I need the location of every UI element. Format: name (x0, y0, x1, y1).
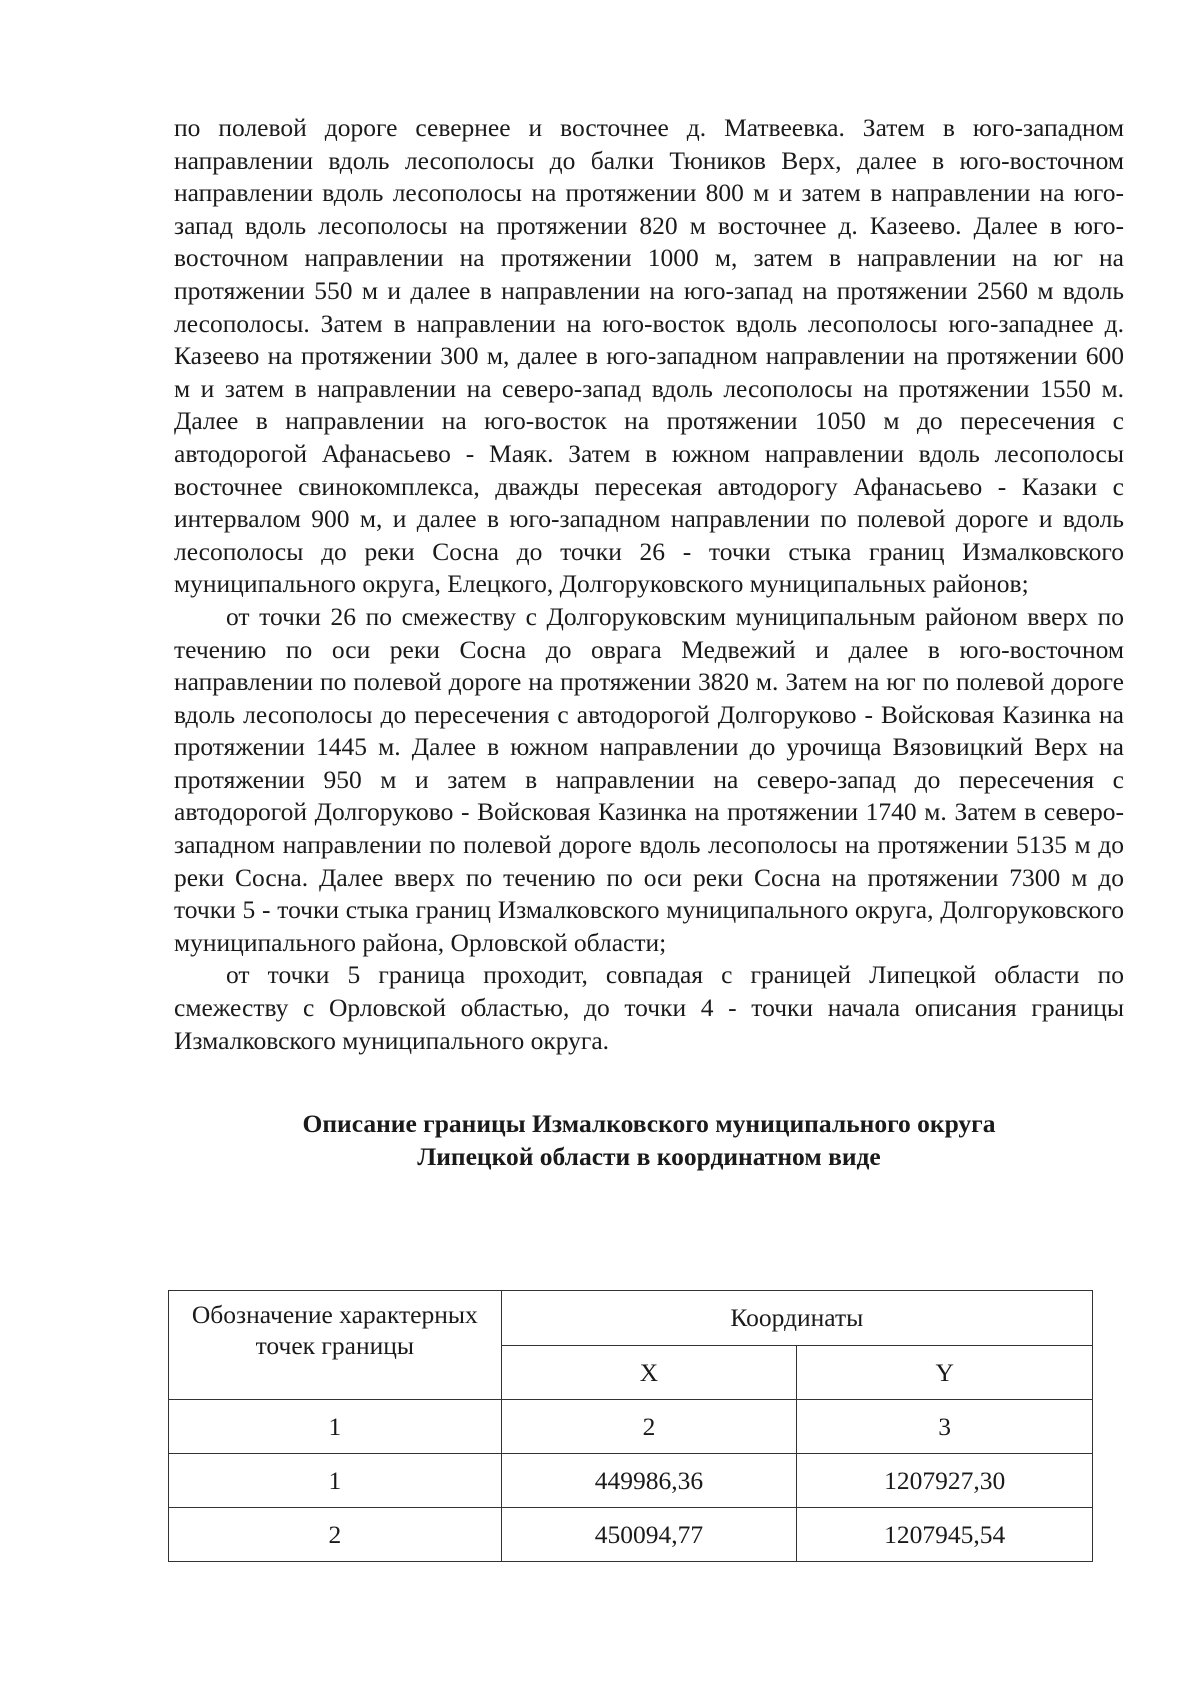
section-heading-line-2: Липецкой области в координатном виде (417, 1142, 881, 1172)
header-points: Обозначение характерных точек границы (169, 1291, 502, 1400)
table-numbering-row (169, 1400, 1093, 1454)
paragraph-3: от точки 5 граница проходит, совпадая с границей Липецкой области по смежеству с Орловской областью, до точки 4 - точки начала описания границы Измалковского муниципального округа. (174, 960, 1124, 1055)
x-cell: 449986,36 (501, 1454, 797, 1508)
document-body (174, 112, 1124, 1173)
paragraph-2: от точки 26 по смежеству с Долгоруковским муниципальным районом вверх по течению по оси реки Сосна до оврага Медвежий и далее в юго-восточном направлении по полевой дороге на протяжении 3820 м. Затем на юг по полевой дороге вдоль лесополосы до пересечения с автодорогой Долгоруково - Войсковая Казинка на протяжении 1445 м. Далее в южном направлении до урочища Вязовицкий Верх на протяжении 950 м и затем в направлении на северо-запад до пересечения с автодорогой Долгоруково - Войсковая Казинка на протяжении 1740 м. Затем в северо-западном направлении по полевой дороге вдоль лесополосы на протяжении 5135 м до реки Сосна. Далее вверх по течению по оси реки Сосна на протяжении 7300 м до точки 5 - точки стыка границ Измалковского муниципального округа, Долгоруковского муниципального района, Орловской области; (174, 601, 1124, 957)
point-cell: 1 (169, 1454, 502, 1508)
point-cell: 2 (169, 1508, 502, 1562)
numbering-cell: 1 (169, 1400, 502, 1454)
paragraph-1: по полевой дороге севернее и восточнее д. Матвеевка. Затем в юго-западном направлении вдоль лесополосы до балки Тюников Верх, далее в юго-восточном направлении вдоль лесополосы на протяжении 800 м и затем в направлении на юго-запад вдоль лесополосы на протяжении 820 м восточнее д. Казеево. Далее в юго-восточном направлении на протяжении 1000 м, затем в направлении на юг на протяжении 550 м и далее в направлении на юго-запад на протяжении 2560 м вдоль лесополосы. Затем в направлении на юго-восток вдоль лесополосы юго-западнее д. Казеево на протяжении 300 м, далее в юго-западном направлении на протяжении 600 м и затем в направлении на северо-запад вдоль лесополосы на протяжении 1550 м. Далее в направлении на юго-восток на протяжении 1050 м до пересечения с автодорогой Афанасьево - Маяк. Затем в южном направлении вдоль лесополосы восточнее свинокомплекса, дважды пересекая автодорогу Афанасьево - Казаки с интервалом 900 м, и далее в юго-западном направлении по полевой дороге и вдоль лесополосы до реки Сосна до точки 26 - точки стыка границ Измалковского муниципального округа, Елецкого, Долгоруковского муниципальных районов; (174, 113, 1124, 599)
x-cell: 450094,77 (501, 1508, 797, 1562)
header-x: X (501, 1346, 797, 1400)
header-y: Y (797, 1346, 1093, 1400)
coordinates-table (168, 1290, 1093, 1562)
y-cell: 1207945,54 (797, 1508, 1093, 1562)
table-row (169, 1454, 1093, 1508)
section-heading-line-1: Описание границы Измалковского муниципального округа (302, 1109, 996, 1139)
section-heading (174, 1107, 1124, 1173)
numbering-cell: 2 (501, 1400, 797, 1454)
header-coordinates: Координаты (501, 1291, 1092, 1346)
table-row (169, 1508, 1093, 1562)
numbering-cell: 3 (797, 1400, 1093, 1454)
table-header-row (169, 1291, 1093, 1346)
y-cell: 1207927,30 (797, 1454, 1093, 1508)
